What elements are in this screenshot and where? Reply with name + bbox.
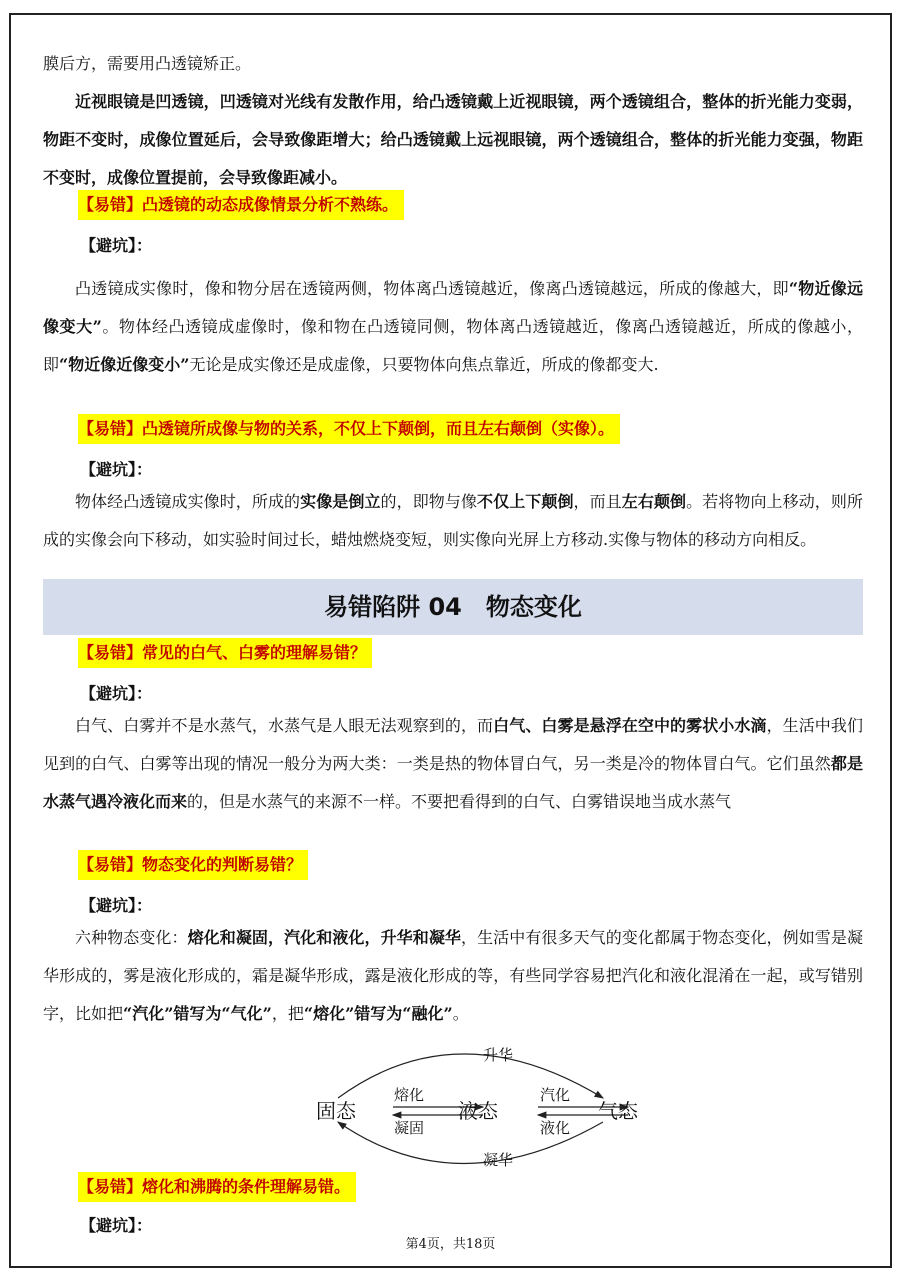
text-p1: 近视眼镜是凹透镜，凹透镜对光线有发散作用，给凸透镜戴上近视眼镜，两个透镜组合，整体的折光能力变弱，物距不变时，成像位置延后，会导致像距增大；给凸透镜戴上远视眼镜，两个透镜组合，整体的折光能力变强，物距不变时，成像位置提前，会导致像距减小。 [43, 92, 863, 187]
text-p5e: ，把 [271, 1004, 304, 1023]
mistake-tag-3: 【易错】常见的白气、白雾的理解易错？ [78, 638, 372, 668]
section-banner: 易错陷阱 04 物态变化 [43, 579, 863, 635]
avoid-label-3: 【避坑】： [80, 684, 153, 703]
melt-label: 熔化 [394, 1086, 425, 1104]
liquefy-label: 液化 [540, 1119, 571, 1137]
deposit-label: 凝华 [483, 1151, 514, 1169]
avoid-label-2: 【避坑】： [80, 460, 153, 479]
page-footer: 第4页，共18页 [405, 1237, 496, 1252]
text-p5d: “汽化”错写为“气化” [123, 1004, 272, 1023]
paragraph-state-changes [43, 919, 863, 1033]
text-p5g: 。 [452, 1004, 469, 1023]
text-p2d: “物近像近像变小” [59, 355, 190, 374]
paragraph-dynamic-imaging [43, 270, 863, 384]
text-p3e: ，而且 [573, 492, 622, 511]
document-page [9, 13, 892, 1268]
solid-label: 固态 [316, 1099, 356, 1123]
text-p4b: 白气、白雾是悬浮在空中的雾状小水滴 [493, 716, 767, 735]
avoid-label-5: 【避坑】： [80, 1216, 153, 1235]
mistake-tag-2: 【易错】凸透镜所成像与物的关系，不仅上下颠倒，而且左右颠倒（实像）。 [78, 414, 620, 444]
avoid-label-1: 【避坑】： [80, 236, 153, 255]
mistake-tag-5: 【易错】熔化和沸腾的条件理解易错。 [78, 1172, 356, 1202]
text-p4a: 白气、白雾并不是水蒸气，水蒸气是人眼无法观察到的，而 [75, 716, 494, 735]
paragraph-real-image [43, 483, 863, 559]
avoid-label-4: 【避坑】： [80, 896, 153, 915]
text-p5c: ，生活中有很多天气的变化都属于物态变化，例如雪是凝华形成的，雾是液化形成的，霜是凝华形成，露是液化形成的等，有些同学容易把汽化和液化混淆在一起，或写错别字，比如把 [43, 928, 863, 1023]
paragraph-white-mist [43, 707, 863, 821]
state-change-diagram [298, 1030, 658, 1185]
text-p2b: “物近像远像变大” [43, 279, 863, 336]
paragraph-myopia-lens [43, 83, 863, 197]
text-p2a: 凸透镜成实像时，像和物分居在透镜两侧，物体离凸透镜越近，像离凸透镜越远，所成的像越大，即 [75, 279, 789, 298]
mistake-tag-1: 【易错】凸透镜的动态成像情景分析不熟练。 [78, 190, 404, 220]
text-p3d: 不仅上下颠倒 [477, 492, 574, 511]
text-p5b: 熔化和凝固，汽化和液化，升华和凝华 [187, 928, 461, 947]
liquid-label: 液态 [458, 1099, 498, 1123]
vaporize-label: 汽化 [540, 1086, 571, 1104]
freeze-label: 凝固 [394, 1119, 425, 1137]
gas-label: 气态 [598, 1099, 638, 1123]
text-p2c: 。物体经凸透镜成虚像时，像和物在凸透镜同侧，物体离凸透镜越近，像离凸透镜越近，所成的像越小，即 [43, 317, 863, 374]
text-p0: 膜后方，需要用凸透镜矫正。 [43, 54, 252, 73]
text-p3f: 左右颠倒 [621, 492, 687, 511]
text-p2e: 无论是成实像还是成虚像，只要物体向焦点靠近，所成的像都变大. [189, 355, 659, 374]
text-p3a: 物体经凸透镜成实像时，所成的 [75, 492, 301, 511]
text-p3b: 实像是倒立 [300, 492, 381, 511]
text-p5a: 六种物态变化： [75, 928, 188, 947]
sublimate-label: 升华 [483, 1046, 514, 1064]
text-p4c: ，生活中我们见到的白气、白雾等出现的情况一般分为两大类：一类是热的物体冒白气，另一类是冷的物体冒白气。它们虽然 [43, 716, 863, 773]
text-p4d: 都是水蒸气遇冷液化而来 [43, 754, 863, 811]
text-p4e: 的，但是水蒸气的来源不一样。不要把看得到的白气、白雾错误地当成水蒸气 [187, 792, 732, 811]
text-p3c: 的，即物与像 [380, 492, 478, 511]
mistake-tag-4: 【易错】物态变化的判断易错？ [78, 850, 308, 880]
text-p3g: 。若将物向上移动，则所成的实像会向下移动，如实验时间过长，蜡烛燃烧变短，则实像向光屏上方移动.实像与物体的移动方向相反。 [43, 492, 863, 549]
paragraph-continuation [43, 45, 863, 83]
text-p5f: “熔化”错写为“融化” [303, 1004, 453, 1023]
